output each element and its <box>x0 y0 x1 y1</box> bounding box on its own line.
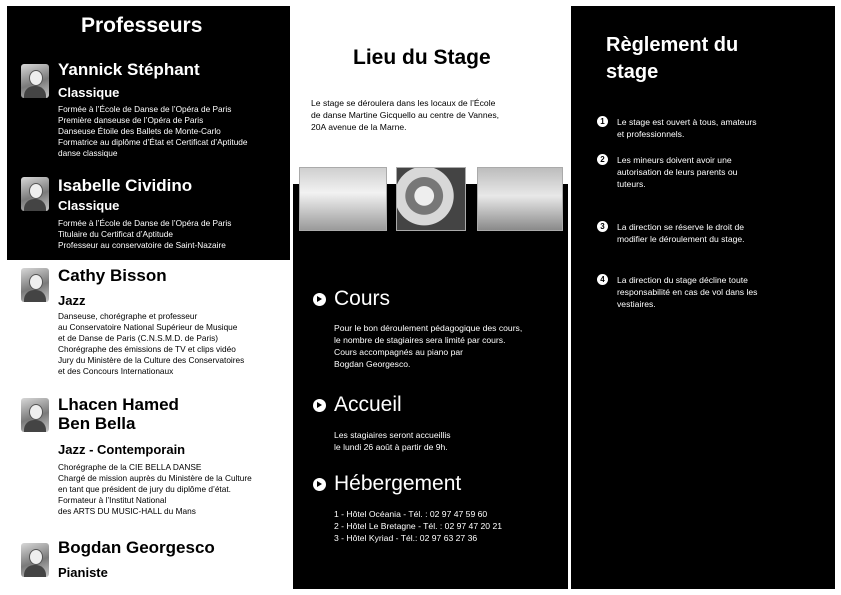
lieu-white-block <box>293 6 568 184</box>
teacher-photo-lhacen <box>21 398 49 432</box>
teacher-style: Classique <box>58 198 120 213</box>
teacher-photo-isabelle <box>21 177 49 211</box>
rule-item: 3 La direction se réserve le droit de modifier le déroulement du stage. <box>617 221 817 245</box>
venue-photo-staircase <box>396 167 466 231</box>
lieu-title: Lieu du Stage <box>353 46 491 69</box>
venue-photos <box>299 167 562 229</box>
teacher-photo-yannick <box>21 64 49 98</box>
teacher-bio: Danseuse, chorégraphe et professeur au Conservatoire National Supérieur de Musique et de Danse de Paris (C.N.S.M.D. de Paris) Chorégraphe des émissions de TV et clips vidéo Jury du Ministère de la Culture des Conservatoires et des Concours Internationaux <box>58 311 245 376</box>
lieu-text: Le stage se déroulera dans les locaux de l’École de danse Martine Gicquello au centre de Vannes, 20A avenue de la Marne. <box>311 98 500 132</box>
teacher-bio: Formée à l’École de Danse de l’Opéra de Paris Titulaire du Certificat d’Aptitude Professeur au conservatoire de Saint-Nazaire <box>58 218 232 250</box>
venue-photo-studio <box>299 167 387 231</box>
teacher-bio: Formée à l’École de Danse de l’Opéra de Paris Première danseuse de l’Opéra de Paris Danseuse Étoile des Ballets de Monte-Carlo Formatrice au diplôme d’État et Certificat d’Aptitude danse classique <box>58 104 248 158</box>
hebergement-text: 1 - Hôtel Océania - Tél. : 02 97 47 59 60 2 - Hôtel Le Bretagne - Tél. : 02 97 47 20 21 3 - Hôtel Kyriad - Tél.: 02 97 63 27 36 <box>334 509 503 543</box>
teacher-name: Isabelle Cividino <box>58 176 193 195</box>
professeurs-panel <box>7 6 290 589</box>
teacher-style: Jazz <box>58 293 86 308</box>
rule-item: 1 Le stage est ouvert à tous, amateurs et professionnels. <box>617 116 817 140</box>
number-badge-icon: 4 <box>597 274 608 285</box>
professeurs-title: Professeurs <box>81 14 203 37</box>
arrow-bullet-icon <box>313 293 326 306</box>
teacher-name: Lhacen Hamed Ben Bella <box>58 395 179 433</box>
venue-photo-room <box>477 167 563 231</box>
teacher-bio: Chorégraphe de la CIE BELLA DANSE Chargé de mission auprès du Ministère de la Culture en tant que président de jury du diplôme d’état. Formateur à l’Institut National des ARTS DU MUSIC-HALL du Mans <box>58 462 252 516</box>
rule-item: 4 La direction du stage décline toute responsabilité en cas de vol dans les vestiaires. <box>617 274 817 310</box>
rule-item: 2 Les mineurs doivent avoir une autorisation de leurs parents ou tuteurs. <box>617 154 817 190</box>
teacher-style: Jazz - Contemporain <box>58 442 186 457</box>
cours-heading: Cours <box>313 287 390 311</box>
lieu-panel <box>293 6 568 589</box>
teacher-photo-cathy <box>21 268 49 302</box>
accueil-heading: Accueil <box>313 393 402 417</box>
arrow-bullet-icon <box>313 399 326 412</box>
arrow-bullet-icon <box>313 478 326 491</box>
reglement-panel <box>571 6 835 589</box>
hebergement-heading: Hébergement <box>313 472 461 496</box>
teacher-style: Classique <box>58 85 120 100</box>
teacher-photo-bogdan <box>21 543 49 577</box>
number-badge-icon: 1 <box>597 116 608 127</box>
reglement-title: Règlement du stage <box>606 34 739 83</box>
accueil-text: Les stagiaires seront accueillis le lundi 26 août à partir de 9h. <box>334 430 451 452</box>
teacher-style: Pianiste <box>58 565 108 580</box>
teacher-name: Yannick Stéphant <box>58 60 200 79</box>
teacher-name: Bogdan Georgesco <box>58 538 215 557</box>
teacher-name: Cathy Bisson <box>58 266 167 285</box>
cours-text: Pour le bon déroulement pédagogique des cours, le nombre de stagiaires sera limité par cours. Cours accompagnés au piano par Bogdan Georgesco. <box>334 323 523 369</box>
number-badge-icon: 2 <box>597 154 608 165</box>
number-badge-icon: 3 <box>597 221 608 232</box>
